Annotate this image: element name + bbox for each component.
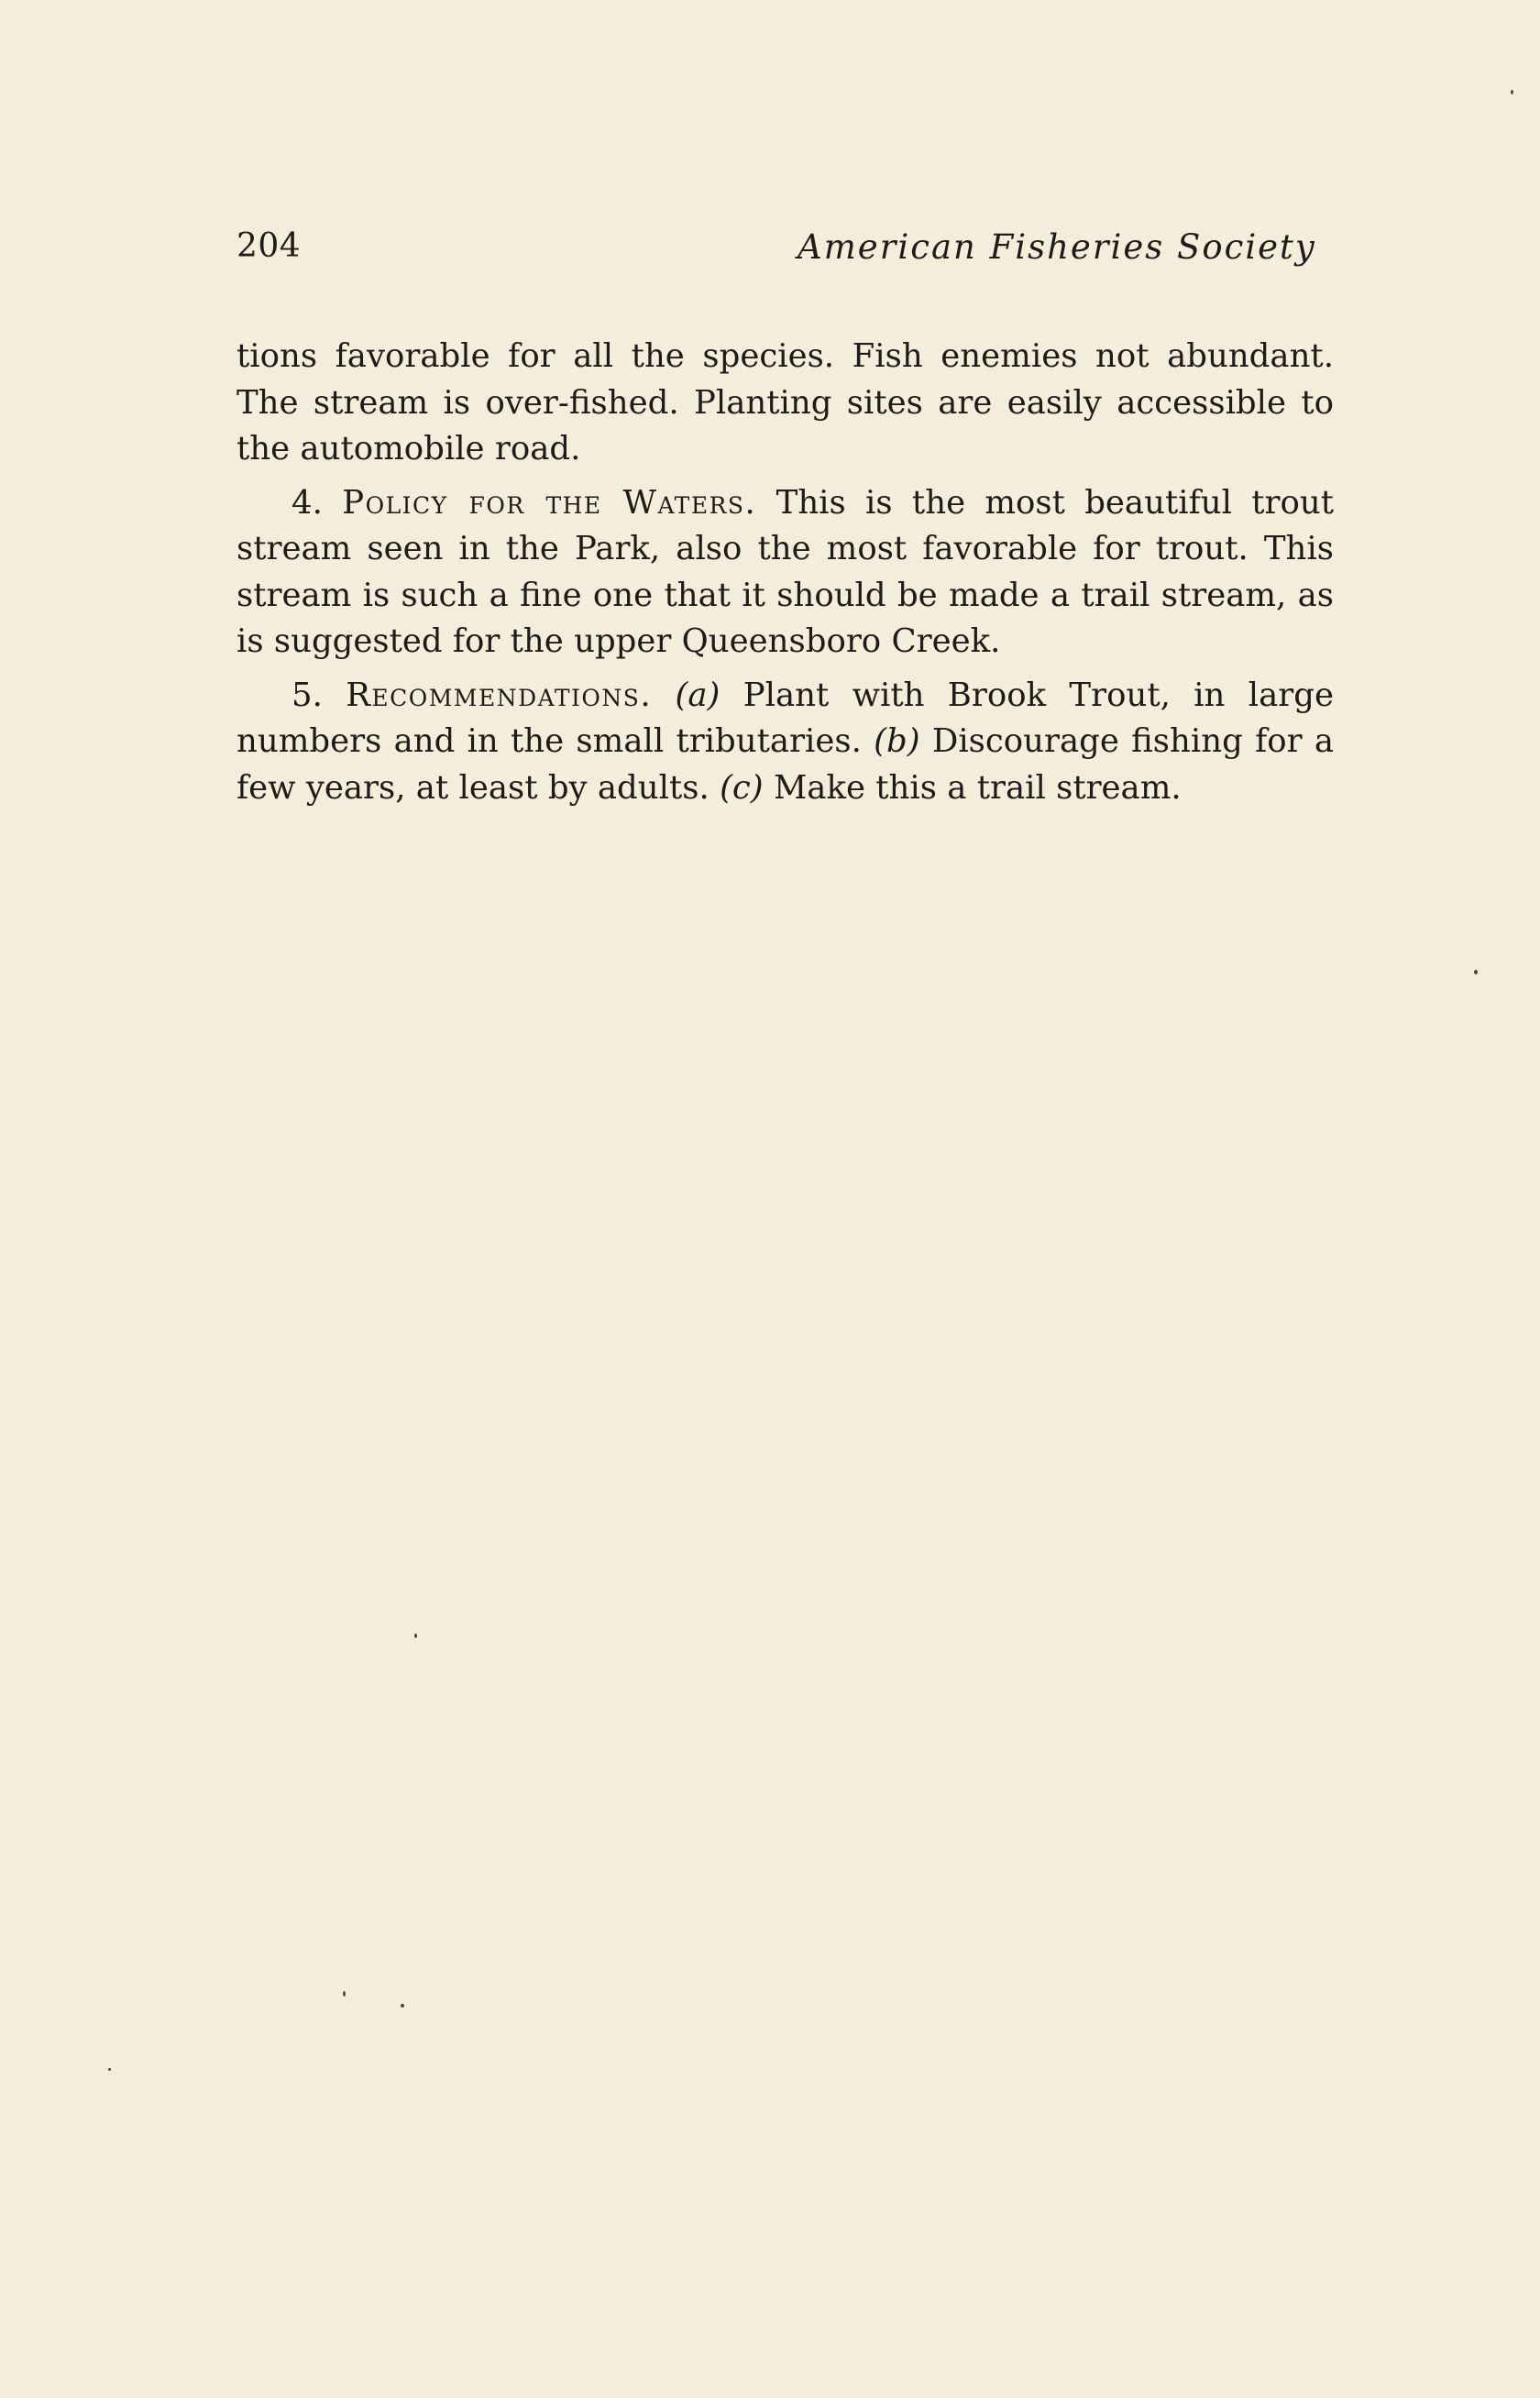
section-number: 4. (292, 483, 323, 522)
section-heading: Recommendations. (346, 676, 653, 714)
paper-speck (401, 2004, 404, 2008)
item-text-c: Make this a trail stream. (773, 768, 1182, 807)
item-label-c: (c) (720, 768, 764, 807)
item-text-a: Plant with Brook Trout, in large numbers and in the small tributaries. (236, 676, 1334, 760)
item-label-a: (a) (675, 676, 720, 714)
paragraph-continuation (236, 334, 1334, 473)
paragraph-policy (236, 480, 1334, 666)
section-heading: Policy for the Waters. (342, 483, 757, 522)
paper-speck (414, 1634, 417, 1638)
page-number: 204 (236, 227, 302, 265)
paragraph-text: tions favorable for all the species. Fish enemies not abundant. The stream is over-fished. Planting sites are easily accessible to the automobile road. (236, 337, 1334, 468)
running-title: American Fisheries Society (798, 227, 1316, 267)
paragraph-recommendations (236, 673, 1334, 812)
paper-speck (108, 2068, 111, 2071)
paragraph-text: This is the most beautiful trout stream seen in the Park, also the most favorable for trout. This stream is such a fine one that it should be made a trail stream, as is suggested for the upper Queensboro Creek. (236, 483, 1334, 660)
body-text (236, 334, 1334, 819)
page-header (236, 227, 1336, 282)
paper-speck (1474, 970, 1478, 974)
section-number: 5. (292, 676, 323, 714)
paper-speck (1511, 90, 1513, 94)
item-label-b: (b) (874, 722, 920, 760)
paper-speck (343, 1991, 346, 1996)
item-text-b: Discourage fishing for a few years, at least by adults. (236, 722, 1334, 807)
